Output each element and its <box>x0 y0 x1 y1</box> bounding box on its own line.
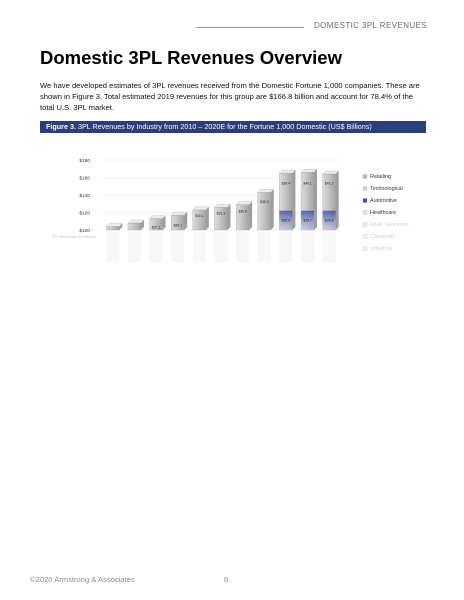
revenue-chart <box>40 140 440 280</box>
intro-paragraph: We have developed estimates of 3PL revenues received from the Domestic Fortune 1,000 companies. These are shown in Figure 3. Total estimated 2019 revenues for this group are $166.8 billion and account for 78.4% of the total U.S. 3PL market. <box>40 81 420 112</box>
bar-reflection-2014 <box>193 232 206 262</box>
data-label: $35.7 <box>303 218 312 223</box>
y-tick-label: $160 <box>79 176 90 182</box>
data-label: $27.1 <box>151 225 161 230</box>
section-header: DOMESTIC 3PL REVENUES <box>314 21 428 30</box>
legend-swatch <box>363 235 367 239</box>
legend-swatch <box>363 223 367 227</box>
bar-reflection-2018 <box>279 232 292 262</box>
legend-swatch <box>363 187 367 191</box>
bar-side-2015 <box>228 204 231 230</box>
figure-caption-text: 3PL Revenues by Industry from 2010 – 2020E for the Fortune 1,000 Domestic (US$ Billions) <box>77 122 372 131</box>
legend-item: Automotive <box>370 198 397 204</box>
bar-2016 <box>236 205 249 230</box>
bar-reflection-2015 <box>215 232 228 262</box>
data-label: $28.1 <box>173 223 182 228</box>
legend-item: Chemicals <box>370 234 396 240</box>
legend-swatch <box>363 247 367 251</box>
bar-reflection-2017 <box>258 232 271 262</box>
header-rule <box>196 27 304 28</box>
data-label: $39.4 <box>281 181 291 186</box>
legend-item: Food, Groceries <box>370 222 409 228</box>
bar-2017 <box>258 192 271 230</box>
legend-swatch <box>363 211 367 215</box>
bar-side-2014 <box>206 207 209 230</box>
bar-side-2016 <box>249 202 252 230</box>
bar-2010 <box>106 227 119 231</box>
bar-reflection-2019 <box>301 232 314 262</box>
bar-reflection-2016 <box>236 232 249 262</box>
bar-side-2018 <box>292 170 295 230</box>
data-label: $35.0 <box>281 218 291 223</box>
data-label: $31.3 <box>216 211 226 216</box>
y-tick-label: $140 <box>79 194 90 199</box>
bar-side-2019 <box>314 169 317 230</box>
legend-item: Industrial <box>370 246 392 252</box>
legend-item: Healthcare <box>370 210 397 216</box>
footer-copyright: ©2020 Armstrong & Associates <box>30 575 135 584</box>
bar-2011 <box>128 223 141 230</box>
bar-reflection-2011 <box>128 232 141 262</box>
page-number: 6 <box>224 575 229 584</box>
bar-side-2013 <box>184 212 187 230</box>
y-tick-label: $100 <box>79 229 90 234</box>
bar-side-2020E <box>336 171 339 230</box>
y-tick-label: $180 <box>79 159 90 164</box>
data-label: $40.1 <box>303 181 312 186</box>
bar-reflection-2020E <box>323 232 336 262</box>
bar-side-2017 <box>271 189 274 230</box>
y-axis-label: 3PL Revenues (in Billions) <box>52 235 97 239</box>
legend-item: Retailing <box>370 174 391 180</box>
figure-caption <box>40 121 426 133</box>
legend-swatch <box>363 199 367 203</box>
figure-label: Figure 3. <box>46 122 76 131</box>
data-label: $35.3 <box>260 199 269 204</box>
legend-item: Technological <box>370 186 403 192</box>
data-label: $41.2 <box>324 181 334 186</box>
data-label: $36.8 <box>324 218 334 223</box>
legend-swatch <box>363 175 367 179</box>
data-label: $30.1 <box>195 213 204 218</box>
bar-reflection-2010 <box>106 232 119 262</box>
page-title: Domestic 3PL Revenues Overview <box>40 47 342 68</box>
y-tick-label: $120 <box>79 211 90 217</box>
data-label: $30.8 <box>238 209 247 214</box>
bar-reflection-2013 <box>171 232 184 262</box>
bar-reflection-2012 <box>150 232 163 262</box>
